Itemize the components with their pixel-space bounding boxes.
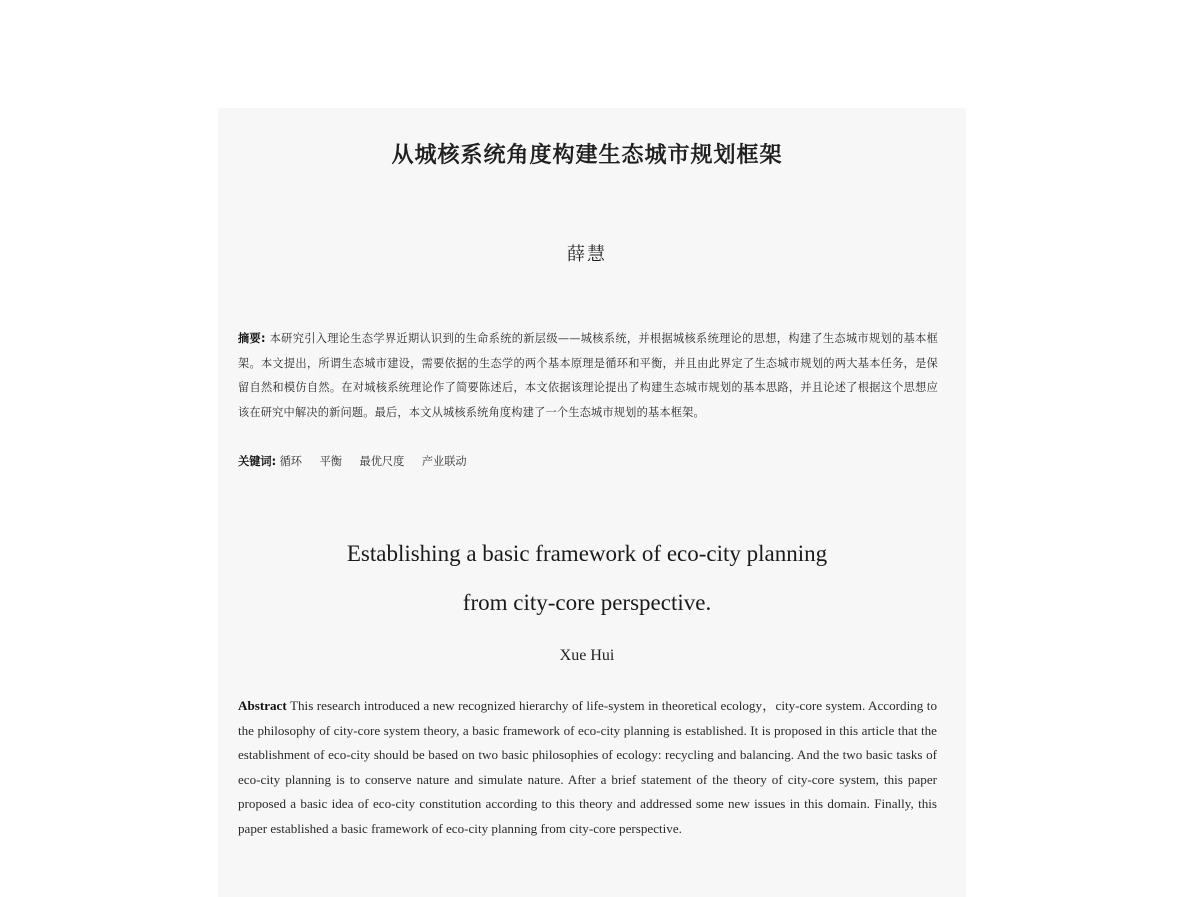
- chinese-abstract-label: 摘要:: [238, 332, 266, 345]
- english-title: [0, 529, 1174, 627]
- keyword: 循环: [279, 455, 302, 468]
- english-abstract-label: Abstract: [238, 698, 287, 713]
- chinese-author: 薛慧: [567, 244, 607, 265]
- english-abstract: [238, 694, 937, 841]
- keyword: 产业联动: [421, 455, 467, 468]
- keyword: 平衡: [319, 455, 342, 468]
- chinese-title: 从城核系统角度构建生态城市规划框架: [391, 143, 783, 168]
- english-abstract-text: This research introduced a new recognized hierarchy of life-system in theoretical ecology，city-core system. According to the philosophy of city-core system theory, a basic framework of eco-city planning is established. It is proposed in this article that the establishment of eco-city should be based on two basic philosophies of ecology: recycling and balancing. And the two basic tasks of eco-city planning is to conserve nature and simulate nature. After a brief statement of the theory of city-core system, this paper proposed a basic idea of eco-city constitution according to this theory and addressed some new issues in this domain. Finally, this paper established a basic framework of eco-city planning from city-core perspective.: [238, 698, 937, 836]
- chinese-abstract: [238, 327, 938, 425]
- english-author: Xue Hui: [559, 647, 615, 664]
- english-title-line-1: Establishing a basic framework of eco-city planning: [346, 541, 828, 566]
- chinese-keywords-label: 关键词:: [238, 455, 277, 468]
- chinese-keywords: [238, 451, 938, 473]
- english-title-line-2: from city-core perspective.: [462, 590, 712, 615]
- chinese-abstract-text: 本研究引入理论生态学界近期认识到的生命系统的新层级——城核系统，并根据城核系统理论的思想，构建了生态城市规划的基本框架。本文提出，所谓生态城市建设，需要依据的生态学的两个基本原理是循环和平衡，并且由此界定了生态城市规划的两大基本任务，是保留自然和模仿自然。在对城核系统理论作了简要陈述后，本文依据该理论提出了构建生态城市规划的基本思路，并且论述了根据这个思想应该在研究中解决的新问题。最后，本文从城核系统角度构建了一个生态城市规划的基本框架。: [238, 332, 938, 419]
- keyword: 最优尺度: [359, 455, 405, 468]
